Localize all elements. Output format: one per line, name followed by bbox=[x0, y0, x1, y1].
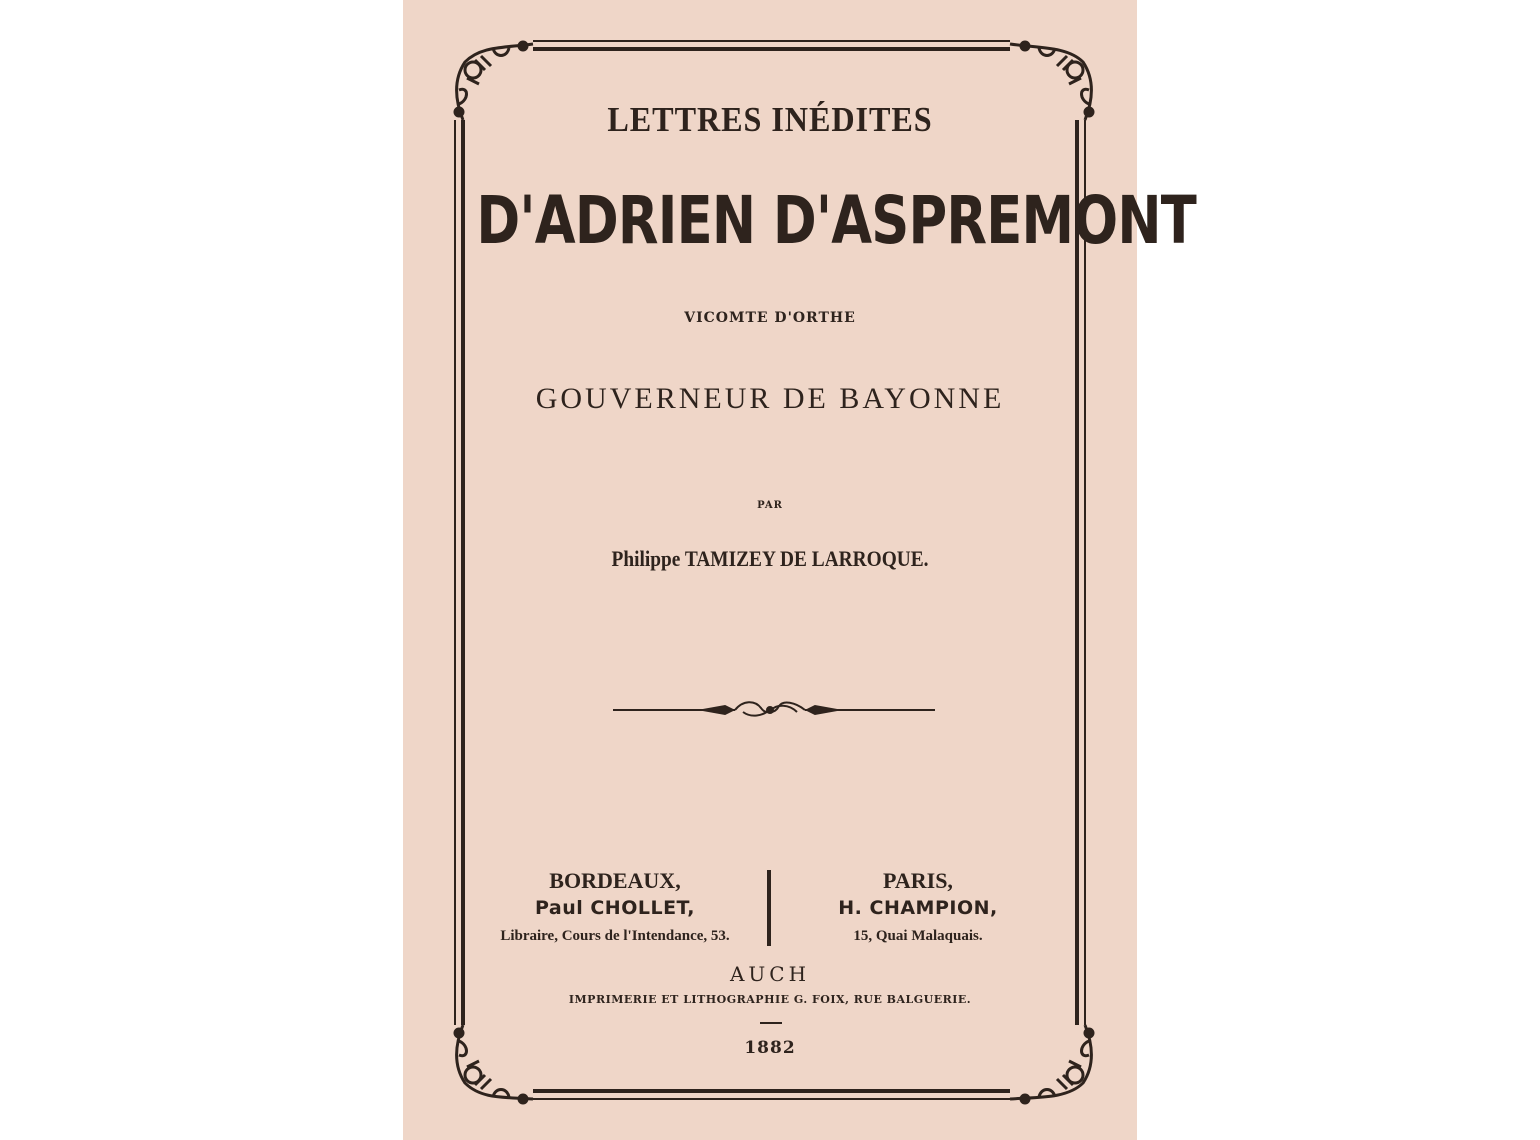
title-line-1: LETTRES INÉDITES bbox=[607, 100, 933, 139]
publisher-right-city: PARIS, bbox=[883, 868, 953, 893]
title-page bbox=[403, 0, 1196, 1140]
flourish-divider bbox=[613, 702, 935, 715]
publisher-left-name: Paul CHOLLET, bbox=[534, 897, 696, 919]
title-line-2: D'ADRIEN D'ASPREMONT bbox=[476, 182, 1196, 259]
publisher-right-name: H. CHAMPION, bbox=[838, 897, 998, 919]
printer-line: IMPRIMERIE ET LITHOGRAPHIE G. FOIX, RUE BALGUERIE. bbox=[568, 993, 972, 1006]
printer-city: AUCH bbox=[729, 962, 811, 986]
publisher-left-address: Libraire, Cours de l'Intendance, 53. bbox=[500, 928, 730, 944]
publication-year: 1882 bbox=[744, 1038, 796, 1058]
subtitle-governor: GOUVERNEUR DE BAYONNE bbox=[535, 382, 1005, 415]
publisher-left-city: BORDEAUX, bbox=[549, 868, 681, 893]
author-name: Philippe TAMIZEY DE LARROQUE. bbox=[611, 546, 929, 571]
corner-ornament-bottom-left bbox=[455, 1025, 533, 1103]
subtitle-viscount: VICOMTE D'ORTHE bbox=[684, 310, 856, 326]
by-label: PAR bbox=[757, 500, 783, 511]
corner-ornament-bottom-right bbox=[1010, 1025, 1093, 1103]
publisher-right-address: 15, Quai Malaquais. bbox=[853, 928, 983, 944]
